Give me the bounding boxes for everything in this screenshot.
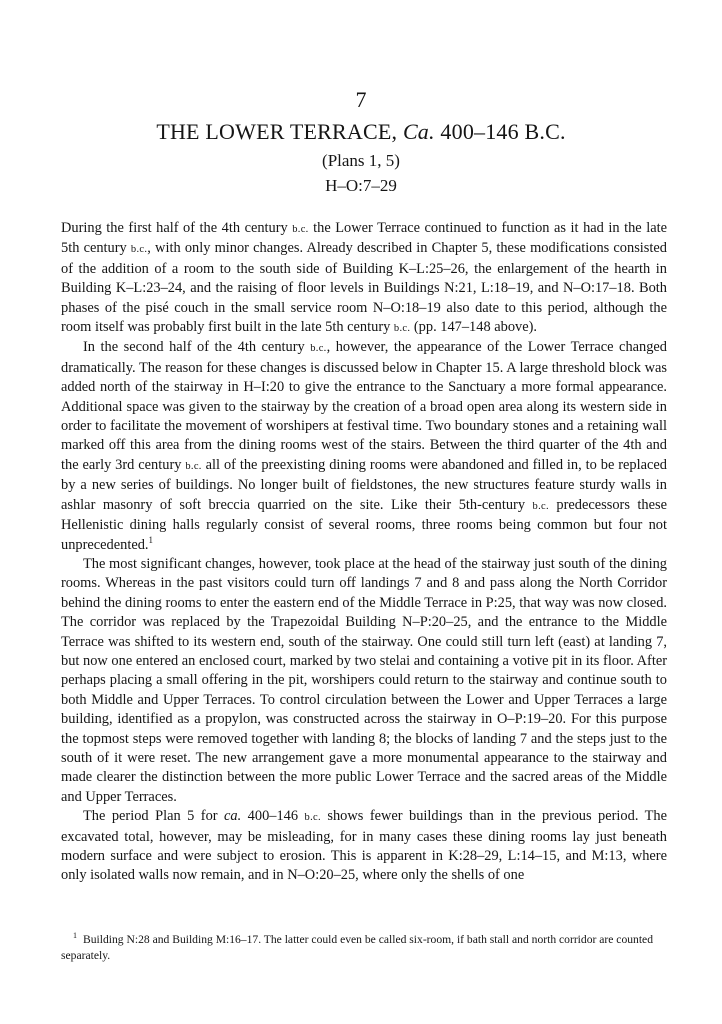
circa-abbrev: ca.: [224, 808, 242, 825]
era-abbrev: b.c.: [185, 460, 202, 472]
footnotes: [61, 928, 667, 964]
grid-reference: H–O:7–29: [325, 176, 397, 195]
chapter-title-circa: Ca.: [402, 119, 435, 144]
plans-reference: (Plans 1, 5): [322, 151, 400, 170]
footnote-number: 1: [73, 931, 77, 940]
paragraph-1: During the first half of the 4th century b.c. the Lower Terrace continued to function as it had in the late 5th century b.c., with only minor changes. Already described in Chapter 5, these modifications consisted of the addition of a room to the south side of Building K–L:25–26, the enlargement of the hearth in Building K–L:23–24, and the raising of floor levels in Buildings N:21, L:18–19, and N–O:17–18. Both phases of the pisé couch in the small service room N–O:18–19 also date to this period, although the room itself was probably first built in the late 5th century b.c. (pp. 147–148 above).: [61, 220, 667, 336]
era-abbrev: b.c.: [292, 224, 309, 235]
era-abbrev: b.c.: [393, 323, 411, 335]
era-abbrev: b.c.: [304, 812, 321, 824]
footnote-reference[interactable]: 1: [148, 534, 153, 545]
paragraph-2: In the second half of the 4th century b.c., however, the appearance of the Lower Terrace changed dramatically. The reason for these changes is discussed below in Chapter 15. A large threshold block was added north of the stairway in H–I:20 to give the entrance to the Sanctuary a more formal appearance. Additional space was given to the stairway by the creation of a broad open area along its western side in order to facilitate the movement of worshipers at festival time. Two boundary stones and a retaining wall marked off this area from the dining rooms west of the stairs. Between the third quarter of the 4th and the early 3rd century b.c. all of the preexisting dining rooms were abandoned and filled in, to be replaced by a new series of buildings. No longer built of fieldstones, the new structures feature sturdy walls in ashlar masonry of soft breccia quarried on the site. Like their 5th-century b.c. predecessors these Hellenistic dining halls regularly consist of several rooms, three rooms being common but four not unprecedented.$^1$: [61, 339, 667, 553]
chapter-title-dates: 400–146 B.C.: [434, 119, 566, 144]
chapter-title: [0, 119, 722, 145]
chapter-number: 7: [355, 87, 367, 112]
paragraph-4: The period Plan 5 for ca. 400–146 b.c. shows fewer buildings than in the previous period. The excavated total, however, may be misleading, for in many cases these dining rooms lay just beneath modern surface and were subject to erosion. This is apparent in K:28–29, L:14–15, and M:13, where only isolated walls now remain, and in N–O:20–25, where only the shells of one: [61, 808, 667, 884]
body-text: [61, 219, 667, 886]
footnote-text: Building N:28 and Building M:16–17. The latter could even be called six-room, if bath stall and north corridor are counted separately.: [61, 932, 654, 962]
chapter-title-main: THE LOWER TERRACE,: [156, 119, 403, 144]
era-abbrev: b.c.: [130, 244, 148, 256]
era-abbrev: b.c.: [310, 343, 327, 355]
paragraph-3: The most significant changes, however, took place at the head of the stairway just south of the dining rooms. Whereas in the past visitors could turn off landings 7 and 8 and pass along the North Corridor behind the dining rooms to enter the eastern end of the Middle Terrace in P:25, that way was now closed. The corridor was replaced by the Trapezoidal Building N–P:20–25, and the entrance to the Middle Terrace was shifted to its western end, south of the stairway. One could still turn left (east) at landing 7, but now one entered an enclosed court, marked by two stelai and containing a votive pit in its floor. After perhaps placing a small offering in the pit, worshipers could return to the stairway and continue south to both Middle and Upper Terraces. To control circulation between the Lower and Upper Terraces a large building, identified as a propylon, was constructed across the stairway in O–P:19–20. For this purpose the topmost steps were removed together with landing 8; the blocks of landing 7 and the steps just to the south of it were reset. The new arrangement gave a more monumental appearance to the stairway and made clearer the distinction between the more public Lower Terrace and the sacred areas of the Middle and Upper Terraces.: [61, 555, 667, 805]
footnote: [61, 928, 667, 964]
era-abbrev: b.c.: [532, 500, 549, 512]
